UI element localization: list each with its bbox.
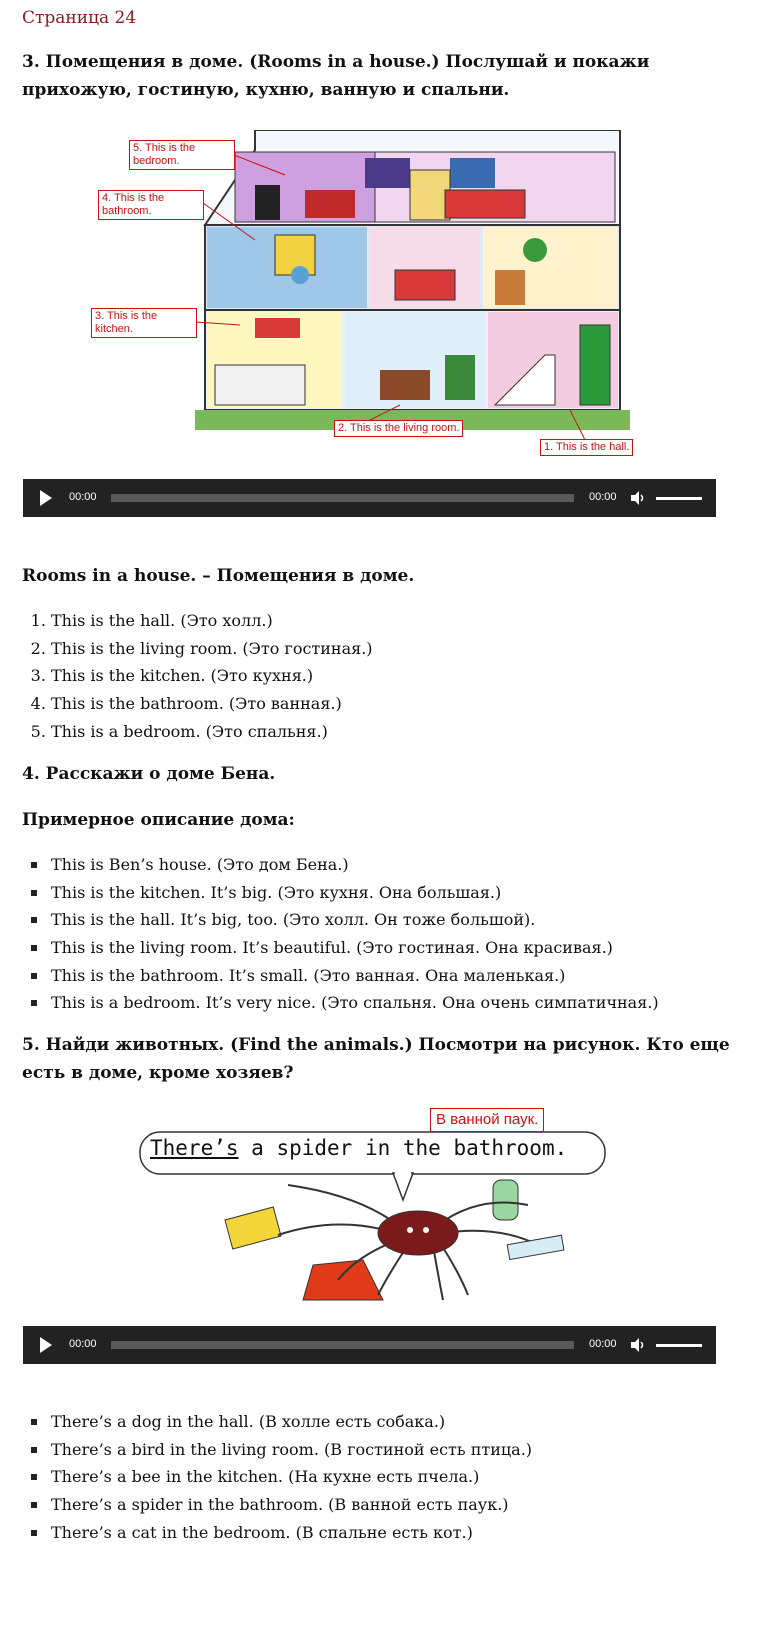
exercise-5-heading: 5. Найди животных. (Find the animals.) Посмотри на рисунок. Кто еще есть в доме, кроме хозяев? [22, 1035, 730, 1083]
seek-bar[interactable] [111, 494, 574, 502]
callout-bedroom: 5. This is the bedroom. [129, 140, 235, 170]
duration: 00:00 [589, 1338, 617, 1350]
spider-caption [150, 1136, 567, 1160]
list-item: This is the bathroom. It’s small. (Это ванная. Она маленькая.) [51, 962, 773, 990]
spider-drawing [138, 1105, 608, 1305]
callout-living-room: 2. This is the living room. [334, 420, 463, 437]
spider-caption-underlined: There’s [150, 1136, 239, 1160]
exercise-3-heading: 3. Помещения в доме. (Rooms in a house.) Послушай и покажи прихожую, гостиную, кухню, ванную и спальни. [22, 52, 650, 100]
play-icon[interactable] [40, 1337, 52, 1353]
play-icon[interactable] [40, 490, 52, 506]
audio-player-1 [23, 479, 716, 517]
page-number-label: Страница 24 [22, 8, 137, 28]
volume-slider[interactable] [656, 1344, 702, 1347]
list-item: This is the kitchen. It’s big. (Это кухня. Она большая.) [51, 879, 773, 907]
audio-player-2 [23, 1326, 716, 1364]
seek-bar[interactable] [111, 1341, 574, 1349]
list-item: 5. This is a bedroom. (Это спальня.) [51, 718, 773, 746]
volume-slider[interactable] [656, 497, 702, 500]
animals-list [22, 1408, 773, 1546]
list-item: There’s a cat in the bedroom. (В спальне есть кот.) [51, 1519, 773, 1547]
list-item: 1. This is the hall. (Это холл.) [51, 607, 773, 635]
list-item: This is the hall. It’s big, too. (Это холл. Он тоже большой). [51, 906, 773, 934]
list-item: This is the living room. It’s beautiful. (Это гостиная. Она красивая.) [51, 934, 773, 962]
duration: 00:00 [589, 491, 617, 503]
list-item: This is a bedroom. It’s very nice. (Это спальня. Она очень симпатичная.) [51, 989, 773, 1017]
list-item: There’s a dog in the hall. (В холле есть собака.) [51, 1408, 773, 1436]
list-item: There’s a bird in the living room. (В гостиной есть птица.) [51, 1436, 773, 1464]
house-description-list [22, 851, 773, 1017]
volume-icon[interactable] [629, 489, 647, 507]
current-time: 00:00 [69, 1338, 97, 1350]
callout-kitchen: 3. This is the kitchen. [91, 308, 197, 338]
callout-bathroom: 4. This is the bathroom. [98, 190, 204, 220]
exercise-4-heading: 4. Расскажи о доме Бена. [22, 764, 276, 784]
callout-hall: 1. This is the hall. [540, 439, 633, 456]
callout-connector-lines [0, 0, 773, 470]
spider-caption-rest: a spider in the bathroom. [238, 1136, 568, 1160]
sample-description-heading: Примерное описание дома: [22, 810, 295, 830]
rooms-heading: Rooms in a house. – Помещения в доме. [22, 566, 415, 586]
list-item: This is Ben’s house. (Это дом Бена.) [51, 851, 773, 879]
list-item: There’s a spider in the bathroom. (В ванной есть паук.) [51, 1491, 773, 1519]
rooms-list [22, 607, 773, 745]
current-time: 00:00 [69, 491, 97, 503]
volume-icon[interactable] [629, 1336, 647, 1354]
spider-illustration [138, 1105, 608, 1305]
list-item: 4. This is the bathroom. (Это ванная.) [51, 690, 773, 718]
spider-callout: В ванной паук. [430, 1108, 544, 1132]
list-item: 3. This is the kitchen. (Это кухня.) [51, 662, 773, 690]
list-item: 2. This is the living room. (Это гостиная.) [51, 635, 773, 663]
list-item: There’s a bee in the kitchen. (На кухне есть пчела.) [51, 1463, 773, 1491]
